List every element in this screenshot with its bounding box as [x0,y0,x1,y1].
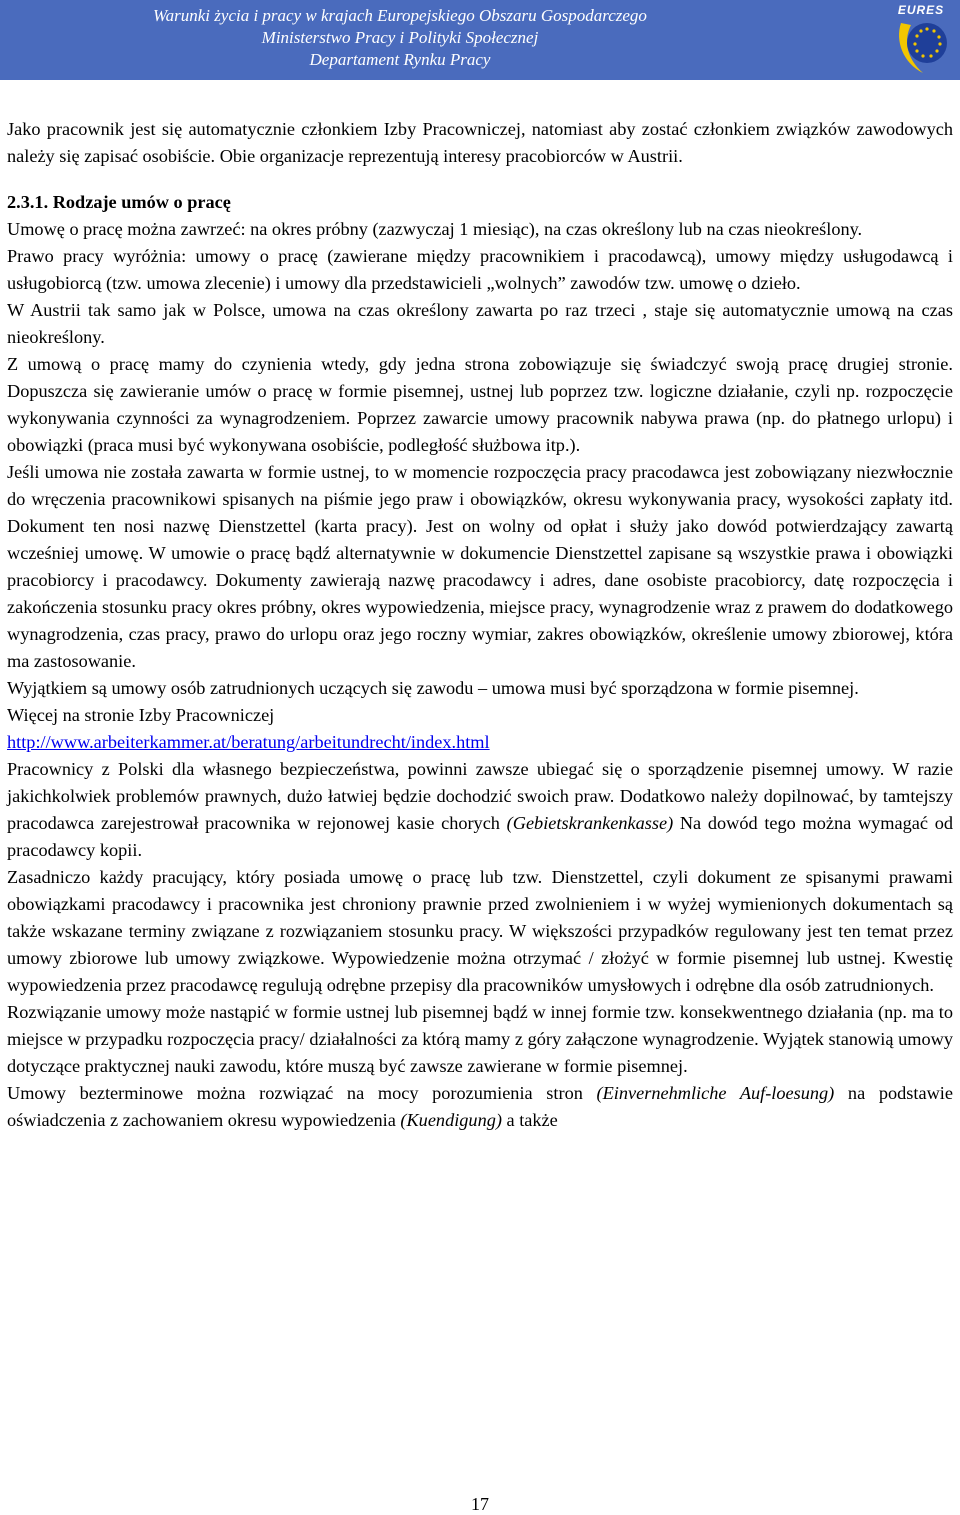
term-kuendigung: (Kuendigung) [400,1110,502,1130]
page-header [0,0,960,80]
eures-emblem-icon [893,15,951,77]
logo-text: EURES [897,3,945,17]
section-heading: 2.3.1. Rodzaje umów o pracę [7,192,231,212]
paragraph-termination-protection: Zasadniczo każdy pracujący, który posiada umowę o pracę lub tzw. Dienstzettel, czyli dokument ze spisanymi prawami obowiązkami pracodawcy i pracownika jest chroniony prawnie przed zwolnieniem i w wyżej wymienionych dokumentach są także wskazane terminy związane z rozwiązaniem stosunku pracy. W większości przypadków regulowany jest ten temat przez umowy zbiorowe lub umowy związkowe. Wypowiedzenie można otrzymać / złożyć w formie pisemnej lub ustnej. Kwestię wypowiedzenia przez pracodawcę regulują odrębne przepisy dla pracowników umysłowych i odrębne dla osób zatrudnionych. [7,867,953,995]
paragraph-termination-forms: Rozwiązanie umowy może nastąpić w formie ustnej lub pisemnej bądź w innej formie tzw. konsekwentnego działania (np. ma to miejsce w przypadku rozpoczęcia pracy/ działalności za którą mamy z góry załączone wynagrodzenie. Wyjątek stanowią umowy dotyczące praktycznej nauki zawodu, które muszą być zawsze zawierane w formie pisemnej. [7,1002,953,1076]
paragraph-fixed-term: W Austrii tak samo jak w Polsce, umowa na czas określony zawarta po raz trzeci , staje się automatycznie umową na czas nieokreślony. [7,300,953,347]
header-title: Warunki życia i pracy w krajach Europejskiego Obszaru Gospodarczego [153,6,647,25]
term-gebietskrankenkasse: (Gebietskrankenkasse) [506,813,674,833]
paragraph-contract-types: Prawo pracy wyróżnia: umowy o pracę (zawierane między pracownikiem i pracodawcą), umowy między usługodawcą i usługobiorcą (tzw. umowa zlecenie) i umowy dla przedstawicieli „wolnych” zawodów tzw. umowę o dzieło. [7,246,953,293]
paragraph-text: Pracownicy z Polski dla własnego bezpieczeństwa, powinni zawsze ubiegać się o sporządzenie pisemnej umowy. W razie jakichkolwiek problemów prawnych, dużo łatwiej będzie dochodzić swoich praw. Dodatkowo należy dopilnować, by tamtejszy pracodawca zarejestrował pracownika w rejonowej kasie chorych [7,759,953,833]
eures-logo [885,3,957,79]
arbeiterkammer-link[interactable]: http://www.arbeiterkammer.at/beratung/arbeitundrecht/index.html [7,732,490,752]
document-body [7,116,953,1134]
paragraph-apprentices: Wyjątkiem są umowy osób zatrudnionych uczących się zawodu – umowa musi być sporządzona w formie pisemnej. [7,678,859,698]
term-einvernehmliche-aufloesung: (Einvernehmliche Auf-loesung) [596,1083,835,1103]
paragraph-contract-periods: Umowę o pracę można zawrzeć: na okres próbny (zazwyczaj 1 miesiąc), na czas określony lub na czas nieokreślony. [7,219,863,239]
paragraph-more-info: Więcej na stronie Izby Pracowniczej [7,705,275,725]
header-department: Departament Rynku Pracy [309,50,491,69]
paragraph-text: Na dowód tego można wymagać od pracodawcy kopii. [7,813,953,860]
page-number: 17 [471,1494,489,1514]
paragraph-dienstzettel: Jeśli umowa nie została zawarta w formie ustnej, to w momencie rozpoczęcia pracy pracodawca jest zobowiązany niezwłocznie do wręczenia pracownikowi spisanych na piśmie jego praw i obowiązków, okresu wykonywania pracy, wysokości zapłaty itd. Dokument ten nosi nazwę Dienstzettel (karta pracy). Jest on wolny od opłat i służy jako dowód potwierdzający zawartą wcześniej umowę. W umowie o pracę bądź alternatywnie w dokumencie Dienstzettel zapisane są wszystkie prawa i obowiązki pracobiorcy i pracodawcy. Dokumenty zawierają nazwę pracodawcy i adres, dane osobiste pracobiorcy, datę rozpoczęcia i zakończenia stosunku pracy okres próbny, okres wypowiedzenia, miejsce pracy, wynagrodzenie wraz z prawem do dodatkowego wynagrodzenia, czas pracy, prawo do urlopu oraz jego roczny wymiar, zakres obowiązków, określenie umowy zbiorowej, która ma zastosowanie. [7,462,953,671]
paragraph-contract-definition: Z umową o pracę mamy do czynienia wtedy, gdy jedna strona zobowiązuje się świadczyć swoją pracę drugiej stronie. Dopuszcza się zawieranie umów o pracę w formie pisemnej, ustnej lub poprzez tzw. logiczne działanie, czyli np. rozpoczęcie wykonywania czynności za wynagrodzeniem. Poprzez zawarcie umowy pracownik nabywa prawa (np. do płatnego urlopu) i obowiązki (praca musi być wykonywana osobiście, podległość służbowa itp.). [7,354,953,455]
header-ministry: Ministerstwo Pracy i Polityki Społecznej [261,28,539,47]
paragraph-indefinite-contracts [7,1080,953,1134]
paragraph-text: na podstawie oświadczenia z zachowaniem okresu wypowiedzenia [7,1083,953,1130]
header-text [0,5,800,71]
paragraph-text: Umowy bezterminowe można rozwiązać na mocy porozumienia stron [7,1083,597,1103]
paragraph-written-contract [7,756,953,864]
paragraph-text: a także [501,1110,558,1130]
link-paragraph [7,729,953,756]
paragraph-chamber-membership: Jako pracownik jest się automatycznie członkiem Izby Pracowniczej, natomiast aby zostać członkiem związków zawodowych należy się zapisać osobiście. Obie organizacje reprezentują interesy pracobiorców w Austrii. [7,119,953,166]
